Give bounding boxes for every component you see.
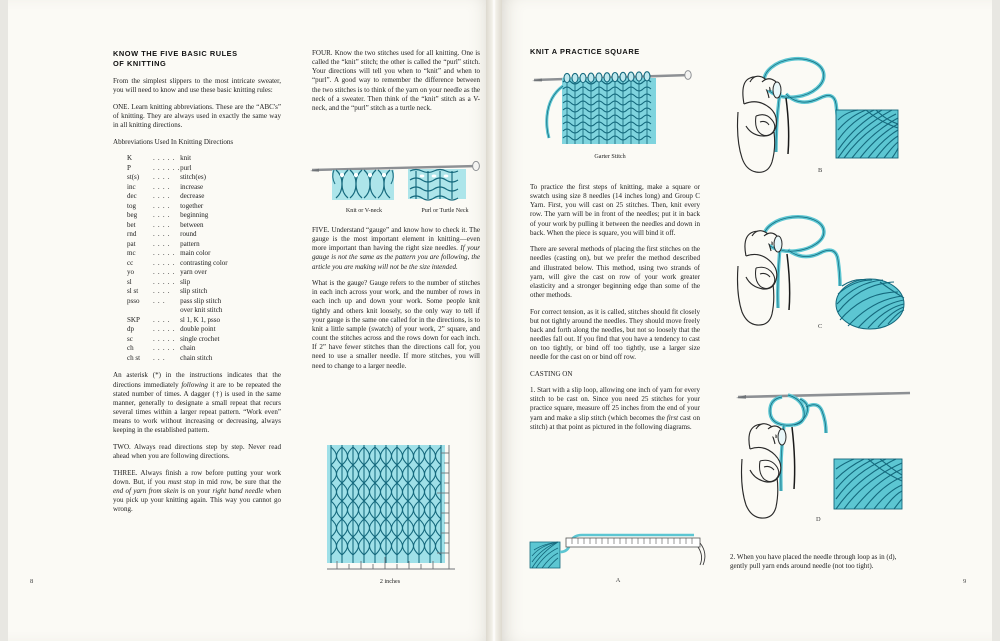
asterisk-text-a: An asterisk (*) in the instructions indicates that the directions immediately [113, 371, 281, 389]
abbreviation-definition: yarn over [180, 268, 207, 277]
abbreviation-symbol: sl st [127, 287, 139, 296]
left-page-number: 8 [30, 578, 34, 585]
abbreviation-leader: . . . . . [153, 344, 176, 353]
abbreviation-definition: purl [180, 163, 192, 172]
abbreviation-row [127, 335, 228, 345]
knit-purl-figure [310, 160, 482, 218]
abbreviation-definition: pass slip stitch [180, 296, 222, 305]
abbreviation-leader: . . . . . [153, 325, 176, 334]
abbreviation-definition: pattern [180, 239, 200, 248]
figure-c-diagram [730, 220, 920, 370]
step-1-b: cast on stitch) at that point as pictured in the following diagrams. [530, 413, 700, 431]
rule-five-italic: If your gauge is not the same as the pattern you are following, the article you are making will not be the size intended. [312, 244, 480, 271]
abbreviation-leader: . . . [153, 296, 166, 305]
abbreviation-definition: stitch(es) [180, 173, 206, 182]
page-title-line2: OF KNITTING [113, 59, 167, 69]
abbreviation-definition: slip stitch [180, 287, 208, 296]
abbreviation-symbol: tog [127, 201, 137, 210]
abbreviation-leader: . . . . [153, 230, 171, 239]
abbreviation-row [127, 306, 228, 316]
asterisk-paragraph [113, 371, 281, 435]
right-column-1-body [530, 183, 700, 432]
abbreviation-row [127, 344, 228, 354]
abbreviation-leader: . . . . [153, 211, 171, 220]
abbreviation-row [127, 173, 228, 183]
left-column-2 [312, 49, 480, 113]
figure-d-diagram [730, 385, 920, 535]
rule-three-i3: right hand needle [212, 486, 264, 495]
rule-three-i2: end of yarn from skein [113, 486, 179, 495]
abbreviation-symbol: ch st [127, 353, 141, 362]
abbreviation-row [127, 325, 228, 335]
abbreviation-definition: double point [180, 325, 216, 334]
figure-a [528, 528, 708, 584]
abbreviation-leader: . . . . [153, 173, 171, 182]
abbreviation-symbol: psso [127, 296, 140, 305]
left-column-2-lower [312, 226, 480, 371]
rule-three-a: THREE. Always finish a row before putting your work down. But, if you [113, 468, 281, 486]
step-1-paragraph [530, 386, 700, 432]
abbreviation-definition: contrasting color [180, 258, 228, 267]
right-page-number: 9 [963, 578, 967, 585]
knit-purl-diagram [310, 160, 482, 206]
figure-b-diagram [730, 52, 920, 202]
abbreviation-leader: . . . . . [153, 334, 176, 343]
knit-caption: Knit or V-neck [345, 208, 383, 214]
abbreviation-symbol [127, 306, 153, 316]
abbreviation-row [127, 192, 228, 202]
abbreviation-row [127, 202, 228, 212]
abbreviation-definition: chain [180, 344, 196, 353]
abbreviation-row [127, 230, 228, 240]
abbreviation-symbol: dp [127, 325, 135, 334]
rule-three-b: stop in mid row, be sure that the [181, 477, 281, 486]
yarn-ball-d [834, 459, 902, 509]
rule-three-paragraph [113, 469, 281, 515]
step-1-italic: first [666, 413, 679, 422]
abbreviation-leader: . . . . [153, 239, 171, 248]
abbreviation-definition: decrease [180, 192, 205, 201]
abbreviation-leader: . . . . . . [153, 163, 181, 172]
rule-one-paragraph: ONE. Learn knitting abbreviations. These are the “ABC's” of knitting. They are always used in exactly the same way in all knitting directions. [113, 103, 281, 130]
figure-a-diagram [528, 528, 708, 576]
figure-d-label-text: D [816, 516, 821, 523]
asterisk-text-b: it are to be repeated the stated number of times. A dagger (†) is used in the same manner, generally to designate a small repeat that recurs several times within a larger repeat pattern. “Work even” means to work without increasing or decreasing, always keeping in the established pattern. [113, 380, 281, 435]
yarn-ball-a [530, 542, 560, 568]
methods-paragraph: There are several methods of placing the first stitches on the needles (casting on), but we prefer the method described and illustrated below. This method, using two strands of yarn, will give the cast on row of your work greater elasticity and a stronger beginning edge than some of the other methods. [530, 245, 700, 300]
abbreviation-leader: . . . . . [153, 277, 176, 286]
abbreviation-leader: . . . [153, 353, 166, 362]
figure-c-label-text: C [818, 323, 823, 330]
knit-stitch-block [332, 170, 394, 200]
casting-on-heading: CASTING ON [530, 369, 573, 378]
abbreviation-leader: . . . . . [153, 249, 176, 258]
abbreviation-row [127, 278, 228, 288]
abbreviation-leader: . . . . [153, 192, 171, 201]
abbreviation-symbol: mc [127, 249, 136, 258]
purl-stitch-block [408, 169, 466, 200]
garter-stitch-caption: Garter Stitch [594, 154, 626, 160]
abbreviation-row [127, 268, 228, 278]
page-title [113, 49, 281, 70]
page-title-line1: KNOW THE FIVE BASIC RULES [113, 49, 238, 58]
step-1-a: 1. Start with a slip loop, allowing one inch of yarn for every stitch to be cast on. Since you need 25 stitches for your practice square, measure off 25 inches from the end of your yarn and make a slip stitch (which becomes the [530, 386, 700, 422]
gauge-caption: 2 inches [379, 579, 401, 585]
rule-three-c: is on your [178, 486, 213, 495]
abbreviation-symbol: SKP [127, 315, 140, 324]
abbreviation-symbol: P [127, 163, 131, 172]
right-column-2-text [730, 553, 902, 571]
abbreviation-symbol: cc [127, 258, 134, 267]
figure-c [730, 220, 920, 370]
tension-paragraph: For correct tension, as it is called, stitches should fit closely but not tightly around the needles. They should move freely back and forth along the needles, but not so loosely that the needles fall out. If you find that you have a tendency to cast on too tightly, or bind off too tightly, use a larger size needle for the cast on or bind off row. [530, 307, 700, 362]
abbreviation-row [127, 164, 228, 174]
abbreviation-leader: . . . . [153, 287, 171, 296]
abbreviation-leader: . . . . . [153, 258, 176, 267]
abbreviation-row [127, 297, 228, 307]
abbreviation-row [127, 240, 228, 250]
asterisk-italic: following [181, 380, 208, 389]
intro-paragraph: From the simplest slippers to the most intricate sweater, you will need to know and use these basic knitting rules: [113, 77, 281, 95]
yarn-ball-b [836, 110, 898, 158]
abbreviation-symbol: beg [127, 211, 138, 220]
abbreviation-definition: slip [180, 277, 191, 286]
figure-b-label-text: B [818, 167, 823, 174]
abbreviation-definition: knit [180, 154, 192, 163]
garter-stitch-figure [530, 62, 700, 160]
abbreviation-definition: sl 1, K 1, psso [180, 315, 221, 324]
rule-four-paragraph: FOUR. Know the two stitches used for all knitting. One is called the “knit” stitch; the other is called the “purl” stitch. Your directions will tell you when to “knit” and when to “purl”. A good way to remember the difference between the two stitches is to think of the yarn on your needle as the neck of a sweater. Then think of the “knit” stitch as a V-neck, and the “purl” stitch as a turtle neck. [312, 49, 480, 112]
abbreviation-row [127, 259, 228, 269]
abbreviations-table [127, 154, 228, 363]
abbreviation-leader: . . . . [153, 182, 171, 191]
abbreviation-symbol: st(s) [127, 173, 140, 182]
abbreviation-symbol: sl [127, 277, 132, 286]
abbreviation-definition: increase [180, 182, 204, 191]
gauge-swatch-diagram [325, 443, 475, 583]
abbreviation-row [127, 316, 228, 326]
abbreviation-leader [153, 306, 180, 316]
abbreviation-row [127, 211, 228, 221]
page-gutter [486, 0, 502, 641]
right-page-title: KNIT A PRACTICE SQUARE [530, 47, 640, 56]
abbreviation-symbol: rnd [127, 230, 137, 239]
abbreviation-row [127, 221, 228, 231]
gauge-swatch-figure [325, 443, 475, 585]
abbreviation-leader: . . . . [153, 220, 171, 229]
abbreviation-symbol: pat [127, 239, 136, 248]
abbreviation-definition: beginning [180, 211, 209, 220]
abbreviation-definition: between [180, 220, 204, 229]
abbreviation-symbol: sc [127, 334, 133, 343]
purl-caption: Purl or Turtle Neck [421, 208, 469, 214]
rule-five-text: FIVE. Understand “gauge” and know how to check it. The gauge is the most important element in knitting—even more important than having the right size needles. [312, 226, 480, 253]
abbreviation-symbol: bet [127, 220, 136, 229]
gauge-paragraph: What is the gauge? Gauge refers to the number of stitches in each inch across your work, and the number of rows in each inch up and down your work. Some people knit tightly and others knit loosely, so the only way to tell if your gauge is the same one called for in the directions, is to knit a little sample (swatch) of your work, 2” square, and count the stitches across and the rows down for each inch. If 2” have fewer stitches than the directions call for, you need to use a smaller needle. If more stitches, you will need to change to a larger needle. [312, 279, 480, 370]
step-2-paragraph: 2. When you have placed the needle through loop as in (d), gently pull yarn ends around needle (not too tight). [730, 553, 897, 571]
abbreviation-row [127, 287, 228, 297]
figure-a-label: A [615, 577, 621, 584]
abbreviations-title: Abbreviations Used In Knitting Directions [113, 137, 234, 146]
abbreviation-row [127, 249, 228, 259]
practice-paragraph: To practice the first steps of knitting, make a square or swatch using size 8 needles (14 inches long) and Group C Yarn. First, you will cast on 25 stitches. Then, knit every row. The yarn will be in front of the needles; put it in back of your work by pulling it between the needles and down in back. When the piece is square, you will bind it off. [530, 183, 700, 237]
garter-stitch-diagram [530, 62, 700, 152]
abbreviation-symbol: yo [127, 268, 135, 277]
abbreviation-definition: chain stitch [180, 353, 213, 362]
yarn-ball-c [836, 279, 904, 329]
abbreviation-symbol: K [127, 154, 133, 163]
abbreviation-leader: . . . . . [153, 268, 176, 277]
rule-three-d: when you pick up your knitting again. This way you cannot go wrong. [113, 486, 281, 514]
left-column-1 [113, 49, 281, 514]
abbreviation-definition: round [180, 230, 197, 239]
figure-d [730, 385, 920, 535]
abbreviation-symbol: ch [127, 344, 134, 353]
abbreviation-leader: . . . . [153, 315, 171, 324]
abbreviation-symbol: dec [127, 192, 137, 201]
abbreviation-row [127, 183, 228, 193]
abbreviation-definition: main color [180, 249, 211, 258]
rule-five-paragraph [312, 226, 480, 272]
abbreviation-definition: single crochet [180, 334, 220, 343]
abbreviation-symbol: inc [127, 182, 136, 191]
abbreviation-definition: together [180, 201, 204, 210]
rule-two-paragraph: TWO. Always read directions step by step. Never read ahead when you are following directions. [113, 442, 281, 461]
abbreviation-row [127, 154, 228, 164]
abbreviation-leader: . . . . . [153, 154, 176, 163]
figure-b [730, 52, 920, 202]
abbreviation-leader: . . . . [153, 201, 171, 210]
abbreviation-row [127, 354, 228, 364]
abbreviation-definition: over knit stitch [180, 306, 223, 315]
rule-three-i1: must [168, 477, 182, 486]
